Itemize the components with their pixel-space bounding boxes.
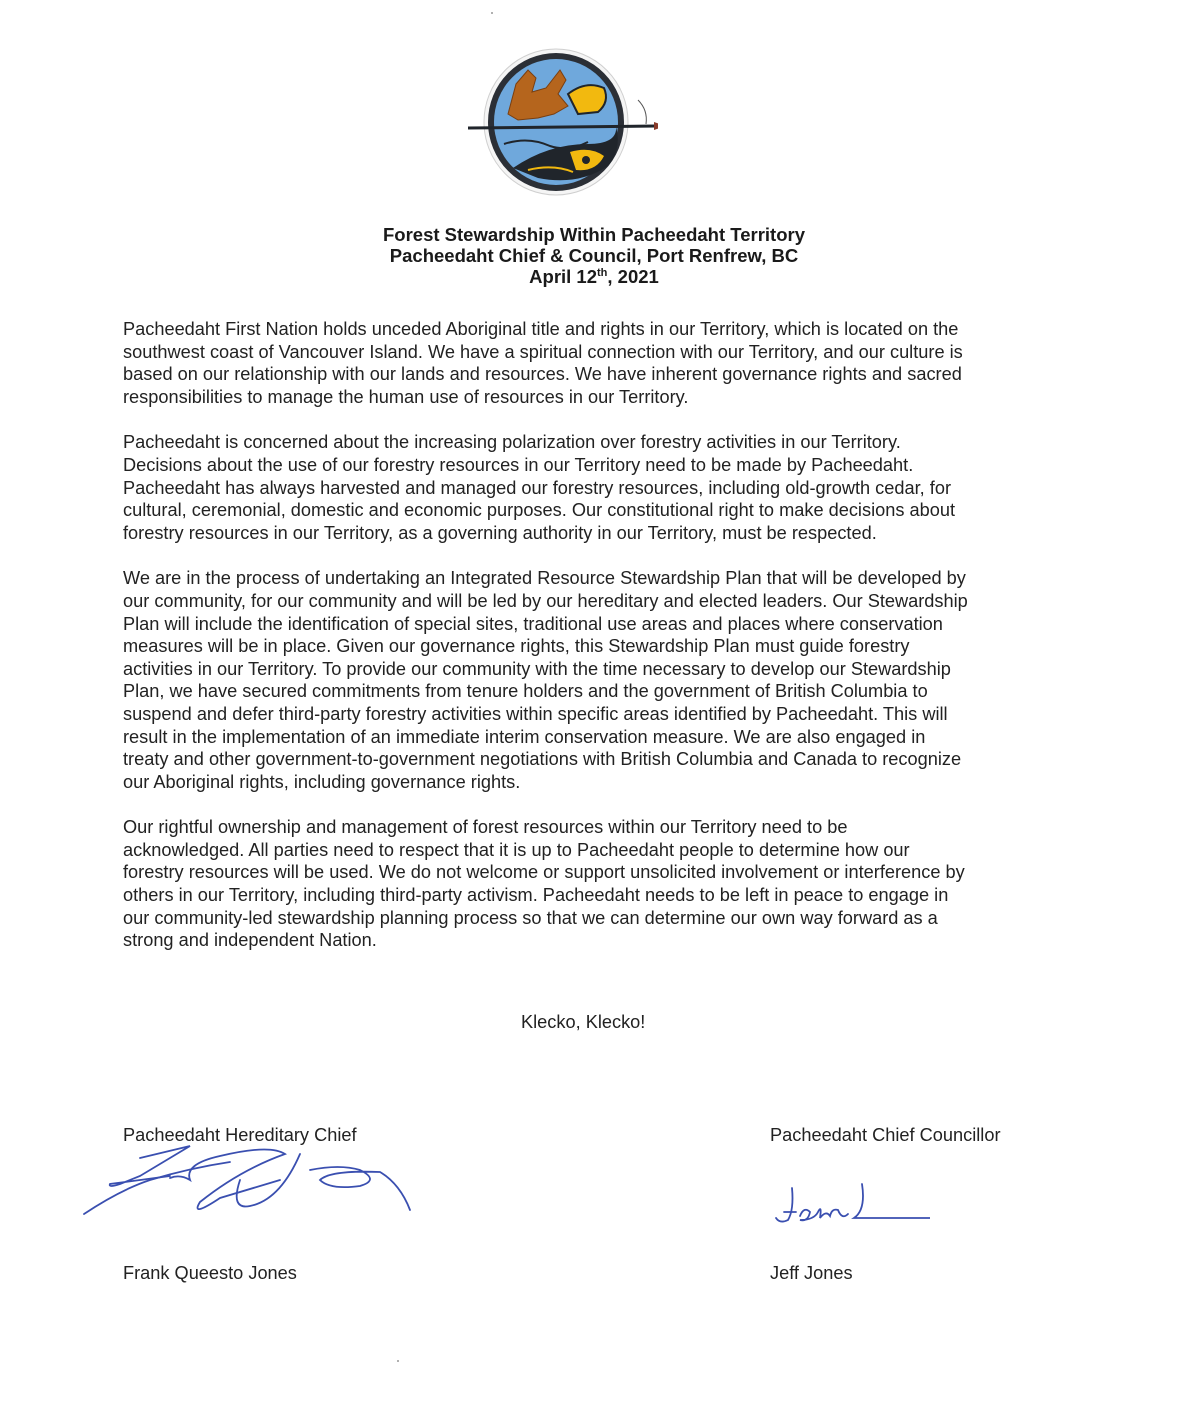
pacheedaht-emblem-icon	[458, 40, 658, 200]
document-header	[0, 224, 1188, 287]
scan-speck	[397, 1360, 399, 1362]
document-subtitle: Pacheedaht Chief & Council, Port Renfrew, BC	[389, 245, 799, 266]
document-body	[123, 318, 1068, 975]
paragraph: Pacheedaht First Nation holds unceded Aboriginal title and rights in our Territory, which is located on the southwest coast of Vancouver Island. We have a spiritual connection with our Territory, and our culture is based on our relationship with our lands and resources. We have inherent governance rights and sacred responsibilities to manage the human use of resources in our Territory.	[123, 319, 963, 407]
signature-jeff-icon	[770, 1180, 930, 1230]
signature-frank-icon	[80, 1140, 420, 1240]
paragraph: We are in the process of undertaking an Integrated Resource Stewardship Plan that will be developed by our community, for our community and will be led by our hereditary and elected leaders. Our Stewardship Plan will include the identification of special sites, traditional use areas and places where conservation measures will be in place. Given our governance rights, this Stewardship Plan must guide forestry activities in our Territory. To provide our community with the time necessary to develop our Stewardship Plan, we have secured commitments from tenure holders and the government of British Columbia to suspend and defer third-party forestry activities within specific areas identified by Pacheedaht. This will result in the implementation of an immediate interim conservation measure. We are also engaged in treaty and other government-to-government negotiations with British Columbia and Canada to recognize our Aboriginal rights, including governance rights.	[123, 568, 968, 792]
signatory-name: Jeff Jones	[770, 1263, 853, 1283]
document-date: April 12th, 2021	[529, 266, 659, 287]
closing-salutation: Klecko, Klecko!	[521, 1012, 646, 1032]
paragraph: Our rightful ownership and management of forest resources within our Territory need to be acknowledged. All parties need to respect that it is up to Pacheedaht people to determine how our forestry resources will be used. We do not welcome or support unsolicited involvement or interference by others in our Territory, including third-party activism. Pacheedaht needs to be left in peace to engage in our community-led stewardship planning process so that we can determine our own way forward as a strong and independent Nation.	[123, 817, 965, 951]
signatory-name: Frank Queesto Jones	[123, 1263, 297, 1283]
paragraph: Pacheedaht is concerned about the increasing polarization over forestry activities in our Territory. Decisions about the use of our forestry resources in our Territory need to be made by Pacheedaht. Pacheedaht has always harvested and managed our forestry resources, including old-growth cedar, for cultural, ceremonial, domestic and economic purposes. Our constitutional right to make decisions about forestry resources in our Territory, as a governing authority in our Territory, must be respected.	[123, 432, 955, 543]
signatory-title: Pacheedaht Chief Councillor	[770, 1125, 1001, 1145]
scan-speck	[491, 12, 493, 14]
document-title: Forest Stewardship Within Pacheedaht Territory	[383, 224, 805, 245]
signatory-title: Pacheedaht Hereditary Chief	[123, 1125, 357, 1145]
